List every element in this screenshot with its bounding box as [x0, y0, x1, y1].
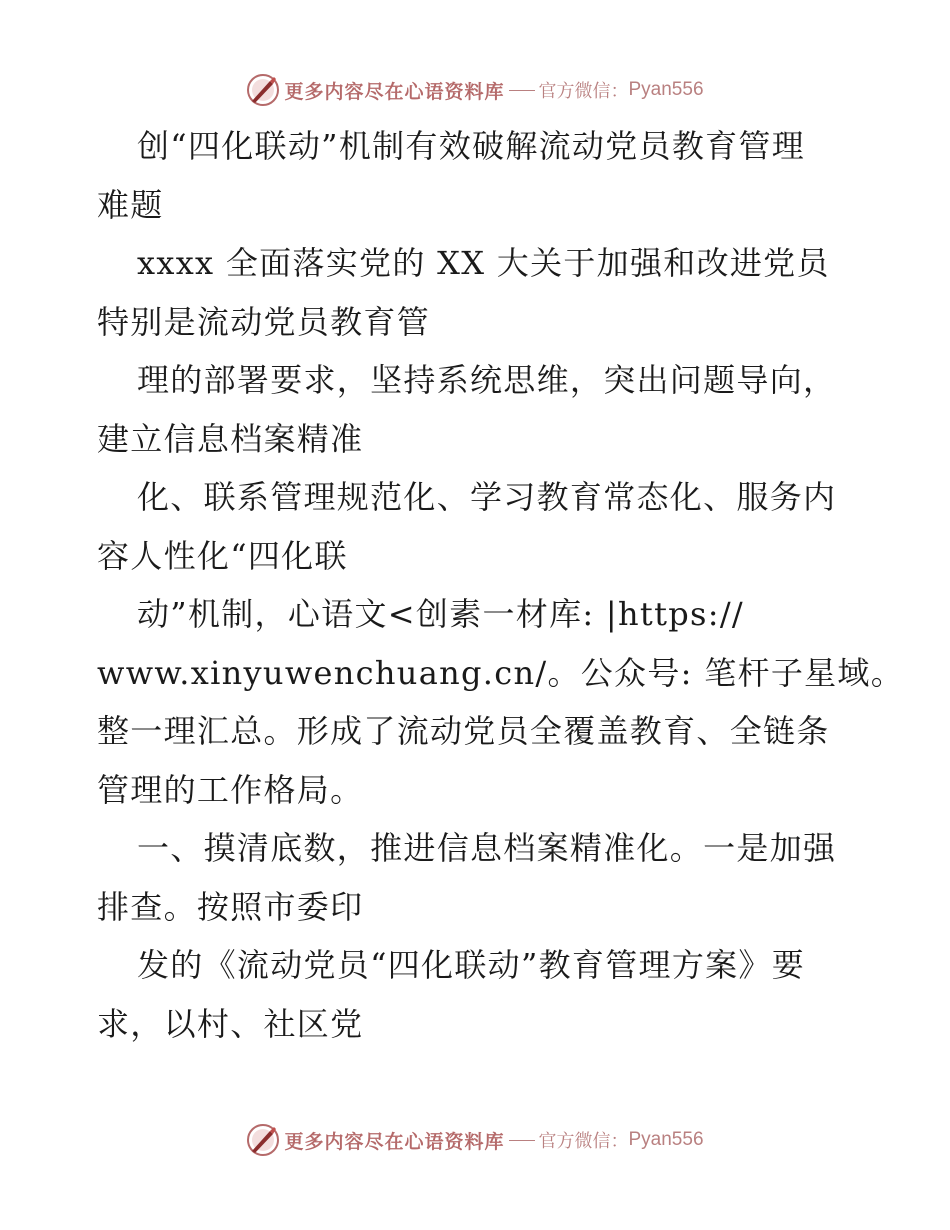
- text-line: 排查。按照市委印: [97, 887, 364, 926]
- text-line: 发的《流动党员“四化联动”教育管理方案》要: [137, 946, 806, 984]
- text-line: 特别是流动党员教育管: [97, 302, 431, 341]
- text-line: 难题: [97, 185, 164, 224]
- text-line: 理的部署要求，坚持系统思维，突出问题导向，: [137, 361, 837, 399]
- text-line: 化、联系管理规范化、学习教育常态化、服务内: [137, 478, 837, 516]
- text-line: 管理的工作格局。: [97, 770, 364, 809]
- wechat-label: 官方微信：: [538, 81, 629, 102]
- wechat-account: Pyan556: [628, 1129, 704, 1150]
- text-line: 动”机制，心语文<创素一材库: |https://: [137, 595, 744, 633]
- header-banner: [0, 70, 950, 110]
- text-line: www.xinyuwenchuang.cn/。公众号: 笔杆子星域。: [97, 653, 905, 692]
- banner-divider: [509, 1140, 535, 1141]
- quill-logo-icon: [246, 1123, 280, 1157]
- text-line: 创“四化联动”机制有效破解流动党员教育管理: [137, 127, 806, 165]
- site-name: 更多内容尽在心语资料库: [284, 1130, 505, 1153]
- text-line: 建立信息档案精准: [97, 419, 364, 458]
- text-line: 整一理汇总。形成了流动党员全覆盖教育、全链条: [97, 712, 830, 750]
- wechat-account: Pyan556: [628, 79, 704, 100]
- text-line: xxxx 全面落实党的 XX 大关于加强和改进党员: [137, 244, 830, 282]
- site-name: 更多内容尽在心语资料库: [284, 80, 505, 103]
- quill-logo-icon: [246, 73, 280, 107]
- text-line: 一、摸清底数，推进信息档案精准化。一是加强: [137, 829, 837, 867]
- text-line: 容人性化“四化联: [97, 536, 348, 575]
- document-body: [97, 117, 905, 1053]
- footer-banner: [0, 1120, 950, 1160]
- banner-divider: [509, 90, 535, 91]
- text-line: 求，以村、社区党: [97, 1004, 364, 1043]
- wechat-label: 官方微信：: [538, 1131, 629, 1152]
